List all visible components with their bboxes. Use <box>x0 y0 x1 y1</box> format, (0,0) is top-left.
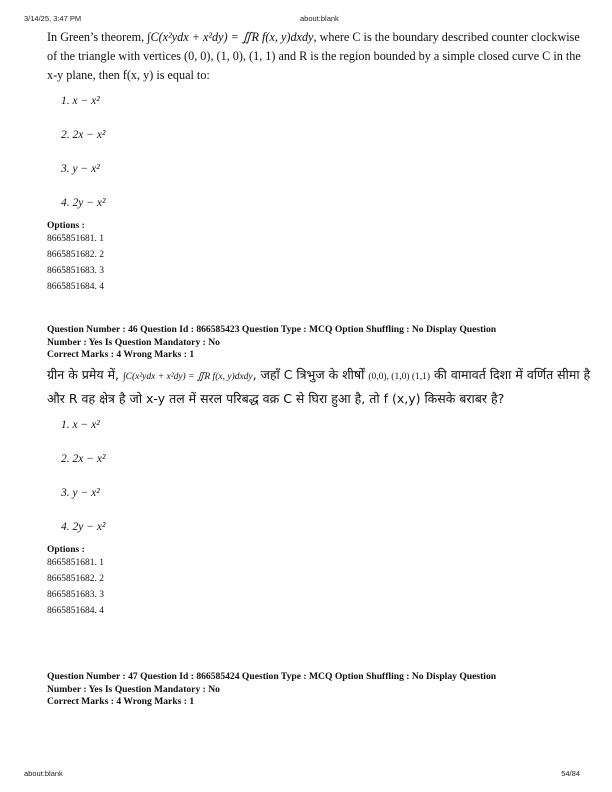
question-45-text <box>47 28 592 85</box>
q46-option-3: 3. y − x² <box>61 486 100 499</box>
q45-option-1: 1. x − x² <box>61 95 100 107</box>
print-header-url: about:blank <box>300 14 339 23</box>
q45-option-4: 4. 2y − x² <box>61 197 106 209</box>
q46-option-id: 8665851682. 2 <box>47 573 104 584</box>
q46-integral: ∫C(x²ydx + x²dy) = ∬R f(x, y)dxdy <box>123 371 253 382</box>
q47-meta-line: Number : Yes Is Question Mandatory : No <box>47 683 220 695</box>
q46-option-id: 8665851684. 4 <box>47 605 104 616</box>
q47-meta-line: Correct Marks : 4 Wrong Marks : 1 <box>47 696 195 707</box>
q45-text-b: , where C is the boundary described counter clockwise of the triangle with vertices (0, 0), (1, 0), (1, 1) and R is the region bounded by a simple closed curve C in the x-y plane, then f(x, y) is equal to: <box>47 30 581 82</box>
q46-meta-line: Question Number : 46 Question Id : 866585423 Question Type : MCQ Option Shuffling : No Display Question <box>47 324 497 335</box>
q45-option-3: 3. y − x² <box>61 163 100 175</box>
q45-options-label: Options : <box>47 221 85 231</box>
q45-option-id: 8665851684. 4 <box>47 282 104 292</box>
q46-option-4: 4. 2y − x² <box>61 520 106 533</box>
q46-option-id: 8665851681. 1 <box>47 557 104 568</box>
q46-options-label: Options : <box>47 544 85 555</box>
page-number: 54/84 <box>561 769 580 778</box>
q46-meta-line: Correct Marks : 4 Wrong Marks : 1 <box>47 349 195 360</box>
q46-options-list <box>61 415 592 551</box>
q46-option-1: 1. x − x² <box>61 418 100 431</box>
q46-hindi-b: , जहाँ C त्रिभुज के शीर्षों <box>252 366 369 382</box>
q46-option-2: 2. 2x − x² <box>61 452 106 465</box>
q45-option-id: 8665851681. 1 <box>47 234 104 244</box>
q46-meta-line: Number : Yes Is Question Mandatory : No <box>47 336 220 348</box>
q45-options-list <box>61 91 592 227</box>
question-47 <box>47 671 592 709</box>
q46-option-id: 8665851683. 3 <box>47 589 104 600</box>
question-45 <box>47 28 592 295</box>
q46-hindi-a: ग्रीन के प्रमेय में, <box>47 366 124 382</box>
q45-option-id: 8665851683. 3 <box>47 266 104 276</box>
q46-vertices: (0,0), (1,0) (1,1) <box>368 371 431 382</box>
print-timestamp: 3/14/25, 3:47 PM <box>24 14 82 23</box>
q45-option-2: 2. 2x − x² <box>61 129 106 141</box>
q45-integral: ∫C(x²ydx + x²dy) = ∬R f(x, y)dxdy <box>147 30 314 44</box>
q47-meta-line: Question Number : 47 Question Id : 866585424 Question Type : MCQ Option Shuffling : No Display Question <box>47 671 497 682</box>
q46-hindi-c: की वामावर्त दिशा में वर्णित सीमा है और R वह क्षेत्र है जो x-y तल में सरल परिबद्ध वक्र C से घिरा हुआ है, तो f (x,y) किसके बराबर है? <box>47 366 591 406</box>
q45-text-a: In Green’s theorem, <box>47 30 148 44</box>
question-46 <box>47 324 592 619</box>
question-46-text <box>47 364 592 409</box>
q45-option-id: 8665851682. 2 <box>47 250 104 260</box>
print-footer-url: about:blank <box>24 769 63 778</box>
